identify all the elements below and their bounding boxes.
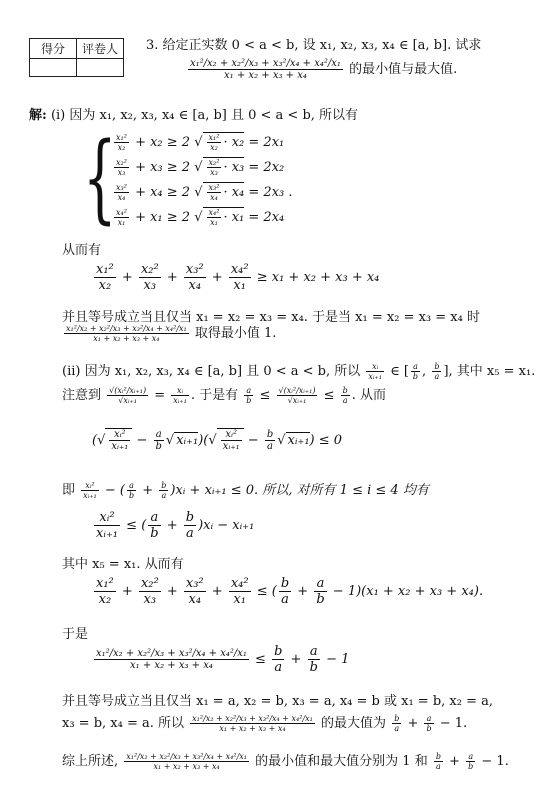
yushi-line: 于是	[62, 627, 89, 642]
system-row-3: $\frac{\text{x₃²}}{\text{x₄}}$ + x₄ ≥ 2 √ $\frac{\text{x₃²}}{\text{x₄}}$ · x₄ = 2x₃ .	[116, 183, 293, 202]
inequality-1: $\frac{\text{x₁²}}{\text{x₂}}$ + $\frac{\text{x₂²}}{\text{x₃}}$ + $\frac{\text{x₃²}}{\text{x₄}}$ + $\frac{\text{x₄²}}{\text{x₁}}$ ≥ x₁ + x₂ + x₃ + x₄	[96, 262, 380, 293]
system-row-4: $\frac{\text{x₄²}}{\text{x₁}}$ + x₁ ≥ 2 √ $\frac{\text{x₄²}}{\text{x₁}}$ · x₁ = 2x₄	[116, 208, 285, 227]
grader-cell	[77, 59, 124, 77]
equality-condition-1: 并且等号成立当且仅当 x₁ = x₂ = x₃ = x₄. 于是当 x₁ = x₂ = x₃ = x₄ 时	[62, 310, 480, 325]
score-header: 得分	[30, 39, 77, 59]
product-inequality: (√ $\frac{\text{xᵢ²}}{\text{xᵢ₊₁}}$ − $\frac{a}{b}$ √ xᵢ₊₁)(√ $\frac{\text{xᵢ²}}{\text{xᵢ₊₁}}$ − $\frac{b}{a}$ √ xᵢ₊₁) ≤ 0	[92, 429, 343, 452]
final-inequality: $\frac{\text{x₁²/x₂ + x₂²/x₃ + x₃²/x₄ + x₄²/x₁}}{\text{x₁ + x₂ + x₃ + x₄}}$ ≤ $\frac{b}{a}$ + $\frac{a}{b}$ − 1	[96, 644, 350, 675]
part2-intro: (ii) 因为 x₁, x₂, x₃, x₄ ∈ [a, b] 且 0 < a < b, 所以 $\frac{\text{xᵢ}}{\text{xᵢ₊₁}}$ ∈ [ $\frac{a}{b}$ , $\frac{b}{a}$ ], 其中 x₅ = x₁.	[62, 362, 535, 381]
problem-expression: $\frac{\text{x₁²/x₂ + x₂²/x₃ + x₃²/x₄ + x₄²/x₁}}{\text{x₁ + x₂ + x₃ + x₄}}$ 的最小值与最大值.	[190, 58, 458, 81]
summary-line: 综上所述, $\frac{\text{x₁²/x₂ + x₂²/x₃ + x₃²/x₄ + x₄²/x₁}}{\text{x₁ + x₂ + x₃ + x₄}}$ 的最小值和最大值分别为 1 和 $\frac{b}{a}$ + $\frac{a}{b}$ − 1.	[62, 752, 509, 771]
problem-statement-tail: 的最小值与最大值.	[349, 62, 458, 77]
minimum-statement: $\frac{\text{x₁²/x₂ + x₂²/x₃ + x₃²/x₄ + x₄²/x₁}}{\text{x₁ + x₂ + x₃ + x₄}}$ 取得最小值 1.	[66, 324, 277, 343]
ji-line: 即 $\frac{\text{xᵢ²}}{\text{xᵢ₊₁}}$ − ( $\frac{a}{b}$ + $\frac{b}{a}$ )xᵢ + xᵢ₊₁ ≤ 0. 所以, 对所有 1 ≤ i ≤ 4 均有	[62, 481, 429, 500]
solution-part1-intro: 解: (i) 因为 x₁, x₂, x₃, x₄ ∈ [a, b] 且 0 < a < b, 所以有	[29, 108, 359, 123]
equality-condition-3: x₃ = b, x₄ = a. 所以 $\frac{\text{x₁²/x₂ + x₂²/x₃ + x₃²/x₄ + x₄²/x₁}}{\text{x₁ + x₂ + x₃ + x₄}}$ 的最大值为 $\frac{b}{a}$ + $\frac{a}{b}$ − 1.	[62, 714, 468, 733]
score-cell	[30, 59, 77, 77]
equality-condition-2: 并且等号成立当且仅当 x₁ = a, x₂ = b, x₃ = a, x₄ = b 或 x₁ = b, x₂ = a,	[62, 694, 494, 709]
note-line: 注意到 $\frac{\text{√(xᵢ²/xᵢ₊₁)}}{\text{√xᵢ₊₁}}$ = $\frac{\text{xᵢ}}{\text{xᵢ₊₁}}$ . 于是有 $\frac{a}{b}$ ≤ $\frac{\text{√(xᵢ²/xᵢ₊₁)}}{\text{√xᵢ₊₁}}$ ≤ $\frac{b}{a}$ . 从而	[62, 386, 387, 405]
system-row-2: $\frac{\text{x₂²}}{\text{x₃}}$ + x₃ ≥ 2 √ $\frac{\text{x₂²}}{\text{x₃}}$ · x₃ = 2x₂	[116, 158, 285, 177]
solution-label: 解:	[29, 108, 47, 123]
inequality-i: $\frac{\text{xᵢ²}}{\text{xᵢ₊₁}}$ ≤ ( $\frac{a}{b}$ + $\frac{b}{a}$ )xᵢ − xᵢ₊₁	[96, 510, 255, 541]
grader-header: 评卷人	[77, 39, 124, 59]
problem-statement-line1: 3. 给定正实数 0 < a < b, 设 x₁, x₂, x₃, x₄ ∈ [a, b]. 试求	[146, 38, 482, 53]
score-table	[29, 38, 124, 77]
where-line: 其中 x₅ = x₁. 从而有	[62, 557, 184, 572]
system-brace: {	[83, 122, 117, 234]
system-row-1: $\frac{\text{x₁²}}{\text{x₂}}$ + x₂ ≥ 2 √ $\frac{\text{x₁²}}{\text{x₂}}$ · x₂ = 2x₁	[116, 133, 285, 152]
thus-text: 从而有	[62, 243, 102, 258]
sum-inequality: $\frac{\text{x₁²}}{\text{x₂}}$ + $\frac{\text{x₂²}}{\text{x₃}}$ + $\frac{\text{x₃²}}{\text{x₄}}$ + $\frac{\text{x₄²}}{\text{x₁}}$ ≤ ( $\frac{b}{a}$ + $\frac{a}{b}$ − 1)(x₁ + x₂ + x₃ + x₄).	[96, 576, 484, 607]
